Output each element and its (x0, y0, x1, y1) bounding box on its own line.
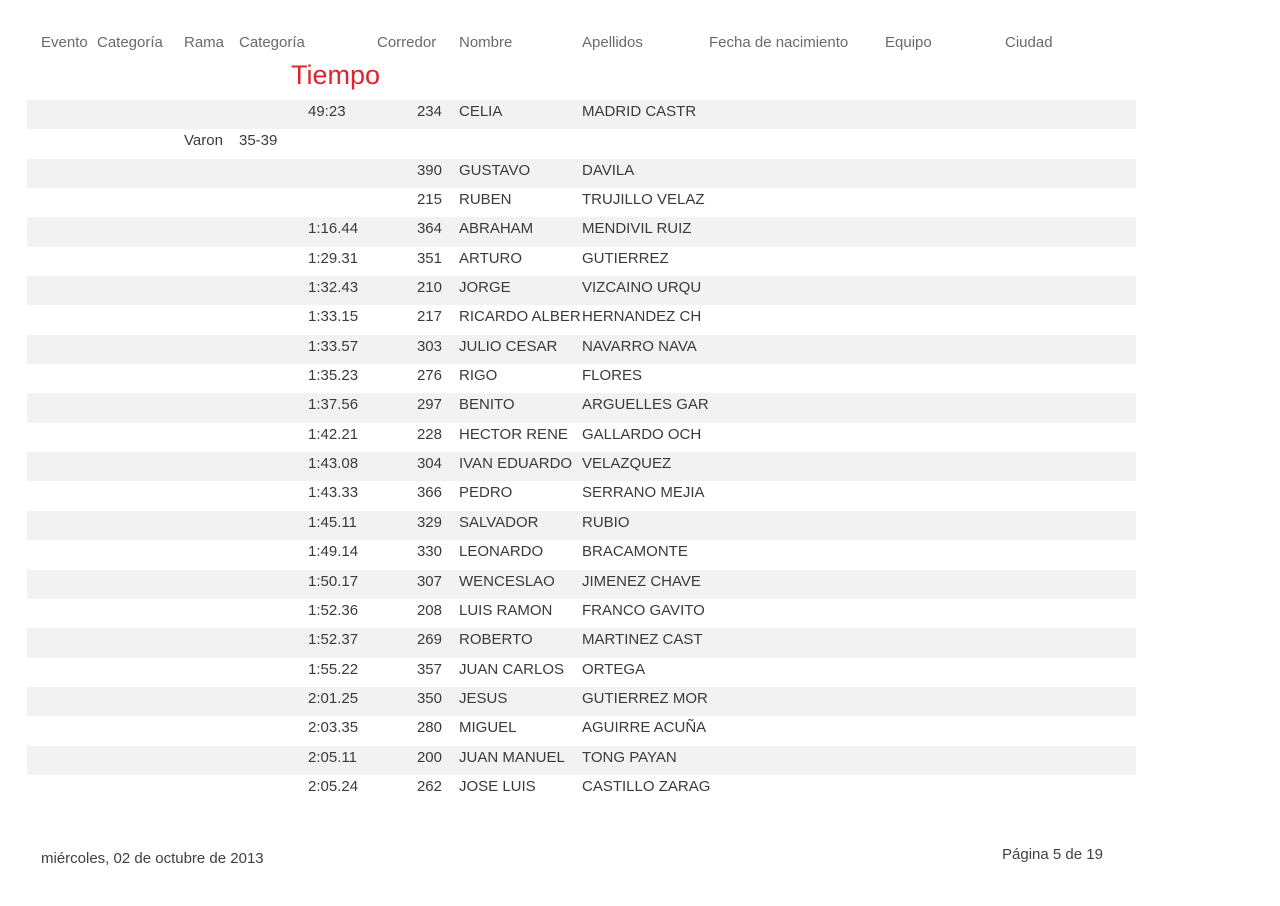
table-row (27, 100, 1136, 129)
table-row (27, 129, 1136, 158)
row-corredor: 350 (416, 689, 442, 707)
row-apellidos: MARTINEZ CAST (582, 631, 703, 649)
row-corredor: 329 (416, 513, 442, 531)
row-tiempo: 1:37.56 (308, 396, 359, 414)
row-nombre: ABRAHAM (459, 220, 534, 238)
table-row (27, 159, 1136, 188)
row-nombre: RIGO (459, 367, 498, 385)
row-tiempo: 1:35.23 (308, 367, 359, 385)
row-nombre: JUAN CARLOS (459, 660, 565, 678)
row-corredor: 210 (416, 279, 442, 297)
row-apellidos: BRACAMONTE (582, 543, 688, 561)
table-row (27, 276, 1136, 305)
row-corredor: 269 (416, 631, 442, 649)
row-corredor: 280 (416, 719, 442, 737)
row-apellidos: FLORES (582, 367, 643, 385)
row-tiempo: 2:01.25 (308, 689, 359, 707)
row-corredor: 357 (416, 660, 442, 678)
table-row (27, 217, 1136, 246)
row-corredor: 303 (416, 337, 442, 355)
header-apellidos: Apellidos (582, 34, 643, 51)
table-row (27, 247, 1136, 276)
table-row (27, 687, 1136, 716)
row-corredor: 351 (416, 249, 442, 267)
table-row (27, 423, 1136, 452)
row-apellidos: FRANCO GAVITO (582, 601, 705, 619)
row-apellidos: DAVILA (582, 161, 635, 179)
row-categoria: 35-39 (239, 132, 278, 150)
header-corredor: Corredor (377, 34, 437, 51)
row-apellidos: HERNANDEZ CH (582, 308, 702, 326)
header-rama: Rama (184, 34, 225, 51)
header-fecha-nacimiento: Fecha de nacimiento (709, 34, 849, 51)
row-nombre: MIGUEL (459, 719, 517, 737)
row-corredor: 200 (416, 748, 442, 766)
row-corredor: 262 (416, 777, 442, 795)
row-apellidos: NAVARRO NAVA (582, 337, 697, 355)
row-apellidos: MENDIVIL RUIZ (582, 220, 692, 238)
table-row (27, 570, 1136, 599)
row-nombre: GUSTAVO (459, 161, 531, 179)
row-tiempo: 2:03.35 (308, 719, 359, 737)
table-row (27, 658, 1136, 687)
row-corredor: 307 (416, 572, 442, 590)
row-apellidos: JIMENEZ CHAVE (582, 572, 701, 590)
header-ciudad: Ciudad (1005, 34, 1053, 51)
row-apellidos: TONG PAYAN (582, 748, 677, 766)
row-corredor: 364 (416, 220, 442, 238)
row-nombre: CELIA (459, 103, 503, 120)
row-tiempo: 1:16.44 (308, 220, 359, 238)
table-row (27, 335, 1136, 364)
row-nombre: JESUS (459, 689, 508, 707)
row-tiempo: 1:33.57 (308, 337, 359, 355)
row-apellidos: RUBIO (582, 513, 630, 531)
row-apellidos: ARGUELLES GAR (582, 396, 709, 414)
table-row (27, 746, 1136, 775)
row-nombre: LUIS RAMON (459, 601, 553, 619)
row-tiempo: 1:43.33 (308, 484, 359, 502)
row-nombre: LEONARDO (459, 543, 544, 561)
row-corredor: 208 (416, 601, 442, 619)
table-row (27, 364, 1136, 393)
row-nombre: SALVADOR (459, 513, 539, 531)
row-nombre: HECTOR RENE (459, 425, 568, 443)
table-row (27, 452, 1136, 481)
row-apellidos: MADRID CASTR (582, 103, 697, 120)
table-row (27, 511, 1136, 540)
row-tiempo: 1:42.21 (308, 425, 359, 443)
row-apellidos: CASTILLO ZARAG (582, 777, 711, 795)
row-nombre: WENCESLAO (459, 572, 555, 590)
table-row (27, 481, 1136, 510)
row-apellidos: GUTIERREZ MOR (582, 689, 708, 707)
table-row (27, 540, 1136, 569)
row-corredor: 330 (416, 543, 442, 561)
results-table (27, 100, 1136, 804)
row-corredor: 276 (416, 367, 442, 385)
header-equipo: Equipo (885, 34, 932, 51)
row-nombre: IVAN EDUARDO (459, 455, 573, 473)
row-corredor: 390 (416, 161, 442, 179)
row-tiempo: 2:05.24 (308, 777, 359, 795)
row-apellidos: AGUIRRE ACUÑA (582, 719, 707, 737)
table-row (27, 393, 1136, 422)
row-nombre: JUAN MANUEL (459, 748, 565, 766)
row-nombre: JOSE LUIS (459, 777, 536, 795)
footer-page-number: Página 5 de 19 (1002, 846, 1103, 863)
row-nombre: JULIO CESAR (459, 337, 558, 355)
row-tiempo: 1:32.43 (308, 279, 359, 297)
row-nombre: JORGE (459, 279, 511, 297)
table-row (27, 188, 1136, 217)
row-apellidos: VELAZQUEZ (582, 455, 672, 473)
row-rama: Varon (184, 132, 223, 150)
header-categoria: Categoría (97, 34, 163, 51)
row-nombre: RUBEN (459, 191, 512, 209)
table-row (27, 305, 1136, 334)
row-apellidos: ORTEGA (582, 660, 646, 678)
row-apellidos: VIZCAINO URQU (582, 279, 702, 297)
row-nombre: BENITO (459, 396, 515, 414)
row-tiempo: 1:52.37 (308, 631, 359, 649)
header-categoria-2: Categoría (239, 34, 305, 51)
row-tiempo: 1:33.15 (308, 308, 359, 326)
row-apellidos: SERRANO MEJIA (582, 484, 705, 502)
table-row (27, 599, 1136, 628)
row-corredor: 215 (416, 191, 442, 209)
row-corredor: 217 (416, 308, 442, 326)
row-corredor: 234 (416, 103, 442, 120)
table-row (27, 775, 1136, 804)
row-nombre: ROBERTO (459, 631, 533, 649)
row-tiempo: 1:43.08 (308, 455, 359, 473)
row-nombre: ARTURO (459, 249, 523, 267)
row-tiempo: 1:52.36 (308, 601, 359, 619)
row-tiempo: 1:29.31 (308, 249, 359, 267)
row-corredor: 228 (416, 425, 442, 443)
row-tiempo: 49:23 (308, 103, 346, 120)
row-corredor: 304 (416, 455, 442, 473)
row-tiempo: 1:55.22 (308, 660, 359, 678)
row-nombre: RICARDO ALBER (459, 308, 581, 326)
table-row (27, 716, 1136, 745)
row-apellidos: GALLARDO OCH (582, 425, 702, 443)
row-corredor: 297 (416, 396, 442, 414)
row-tiempo: 1:50.17 (308, 572, 359, 590)
row-tiempo: 1:49.14 (308, 543, 359, 561)
footer-date: miércoles, 02 de octubre de 2013 (41, 850, 264, 867)
row-apellidos: GUTIERREZ (582, 249, 669, 267)
row-corredor: 366 (416, 484, 442, 502)
row-nombre: PEDRO (459, 484, 513, 502)
header-tiempo: Tiempo (291, 60, 381, 90)
row-tiempo: 1:45.11 (308, 513, 357, 531)
header-nombre: Nombre (459, 34, 513, 51)
table-row (27, 628, 1136, 657)
row-tiempo: 2:05.11 (308, 748, 357, 766)
row-apellidos: TRUJILLO VELAZ (582, 191, 705, 209)
header-evento: Evento (41, 34, 88, 51)
